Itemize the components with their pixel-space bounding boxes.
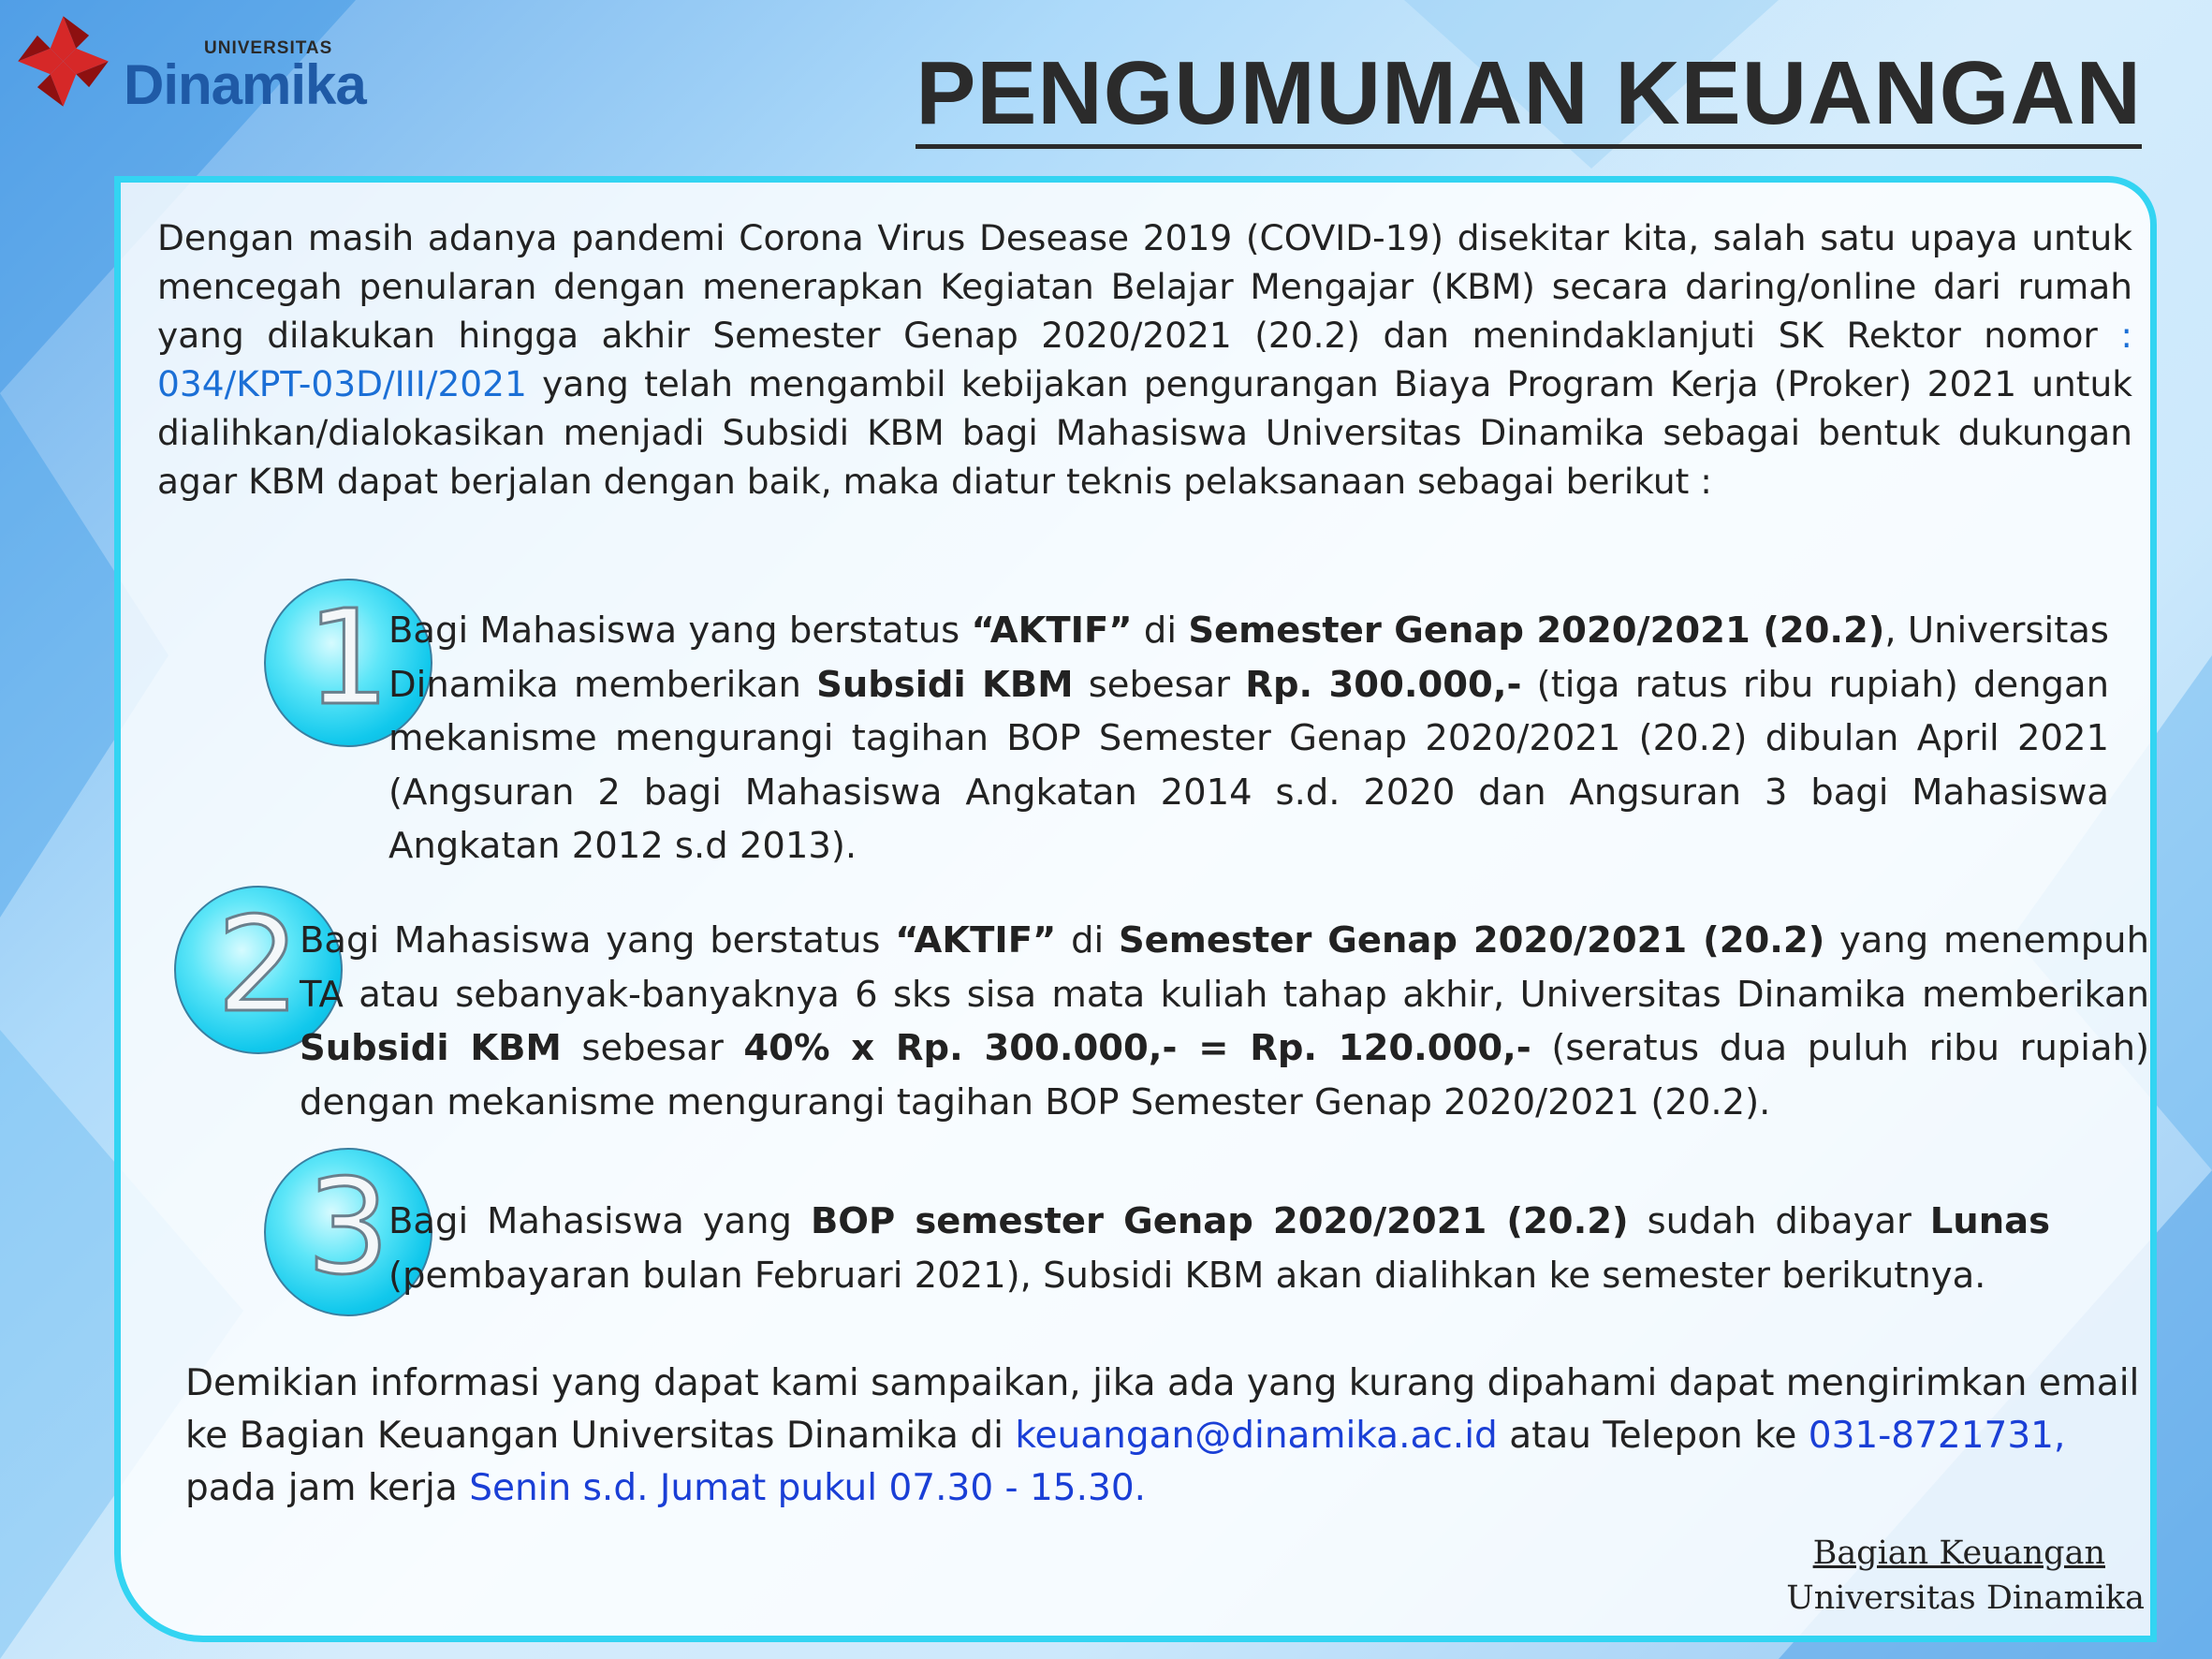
item-bold: 40% x Rp. 300.000,- = Rp. 120.000,- (743, 1027, 1531, 1069)
item-text: Bagi Mahasiswa yang berstatus (300, 919, 896, 962)
item-text: (tiga ratus ribu rupiah) dengan mekanisme mengurangi tagihan BOP Semester Genap 2020/2021 (20.2) dibulan April 2021 (Angsuran 2 bagi Mahasiswa Angkatan 2014 s.d. 2020 dan Angsuran 3 bagi Mahasiswa Angkatan 2012 s.d 2013). (388, 663, 2109, 867)
number-2-label: 2 (216, 889, 300, 1042)
number-1-label: 1 (306, 582, 390, 735)
item-bold: Subsidi KBM (816, 663, 1074, 706)
item-text: Bagi Mahasiswa yang berstatus (388, 609, 972, 652)
item-bold: Lunas (1929, 1200, 2050, 1242)
item-bold: “AKTIF” (895, 919, 1057, 962)
item-text: sebesar (1073, 663, 1246, 706)
signature-block (1786, 1531, 2145, 1621)
logo-university-label: UNIVERSITAS (204, 38, 333, 58)
item-bold: “AKTIF” (971, 609, 1133, 652)
closing-text: atau Telepon ke (1497, 1415, 1809, 1457)
item-text: Bagi Mahasiswa yang (388, 1200, 811, 1242)
intro-text-2: yang telah mengambil kebijakan pengurangan Biaya Program Kerja (Proker) 2021 untuk dialihkan/dialokasikan menjadi Subsidi KBM bagi Mahasiswa Universitas Dinamika sebagai bentuk dukungan agar KBM dapat berjalan dengan baik, maka diatur teknis pelaksanaan sebagai berikut : (157, 363, 2132, 502)
list-item-3 (388, 1195, 2050, 1302)
logo-mark-icon (9, 7, 117, 115)
phone-link[interactable]: 031-8721731, (1808, 1415, 2066, 1457)
closing-text: Demikian informasi yang dapat kami sampaikan, jika ada yang kurang dipahami dapat mengirimkan email ke Bagian Keuangan Universitas Dinamika di (185, 1362, 2140, 1457)
office-hours: Senin s.d. Jumat pukul 07.30 - 15.30. (469, 1467, 1147, 1509)
number-3-label: 3 (306, 1152, 390, 1304)
item-bold: Semester Genap 2020/2021 (20.2) (1118, 919, 1825, 962)
signature-org: Universitas Dinamika (1786, 1579, 2145, 1617)
list-item-2 (300, 914, 2149, 1129)
item-text: sebesar (561, 1027, 744, 1069)
item-bold: Semester Genap 2020/2021 (20.2) (1188, 609, 1885, 652)
intro-paragraph (157, 213, 2132, 506)
item-text: (seratus dua puluh ribu rupiah) dengan mekanisme mengurangi tagihan BOP Semester Genap 2020/2021 (20.2). (300, 1027, 2149, 1123)
page-title: PENGUMUMAN KEUANGAN (916, 49, 2142, 149)
signature-dept: Bagian Keuangan (1812, 1534, 2105, 1572)
list-item-1 (388, 604, 2109, 874)
item-text: , Universitas Dinamika memberikan (388, 609, 2109, 706)
item-bold: Rp. 300.000,- (1245, 663, 1522, 706)
item-text: (pembayaran bulan Februari 2021), Subsidi KBM akan dialihkan ke semester berikutnya. (388, 1254, 1986, 1297)
item-text: di (1056, 919, 1119, 962)
intro-text-1: Dengan masih adanya pandemi Corona Virus Desease 2019 (COVID-19) disekitar kita, salah satu upaya untuk mencegah penularan dengan menerapkan Kegiatan Belajar Mengajar (KBM) secara daring/online dari rumah yang dilakukan hingga akhir Semester Genap 2020/2021 (20.2) dan menindaklanjuti SK Rektor nomor (157, 217, 2132, 356)
item-bold: BOP semester Genap 2020/2021 (20.2) (810, 1200, 1629, 1242)
item-text: sudah dibayar (1628, 1200, 1930, 1242)
logo-name: Dinamika (124, 53, 366, 116)
sk-number: : 034/KPT-03D/III/2021 (157, 315, 2132, 404)
item-bold: Subsidi KBM (300, 1027, 562, 1069)
item-text: yang menempuh TA atau sebanyak-banyaknya 6 sks sisa mata kuliah tahap akhir, Universitas Dinamika memberikan (300, 919, 2149, 1016)
closing-text: pada jam kerja (185, 1467, 470, 1509)
item-text: di (1132, 609, 1189, 652)
university-logo (9, 7, 393, 118)
email-link[interactable]: keuangan@dinamika.ac.id (1015, 1415, 1498, 1457)
closing-paragraph (185, 1358, 2142, 1515)
